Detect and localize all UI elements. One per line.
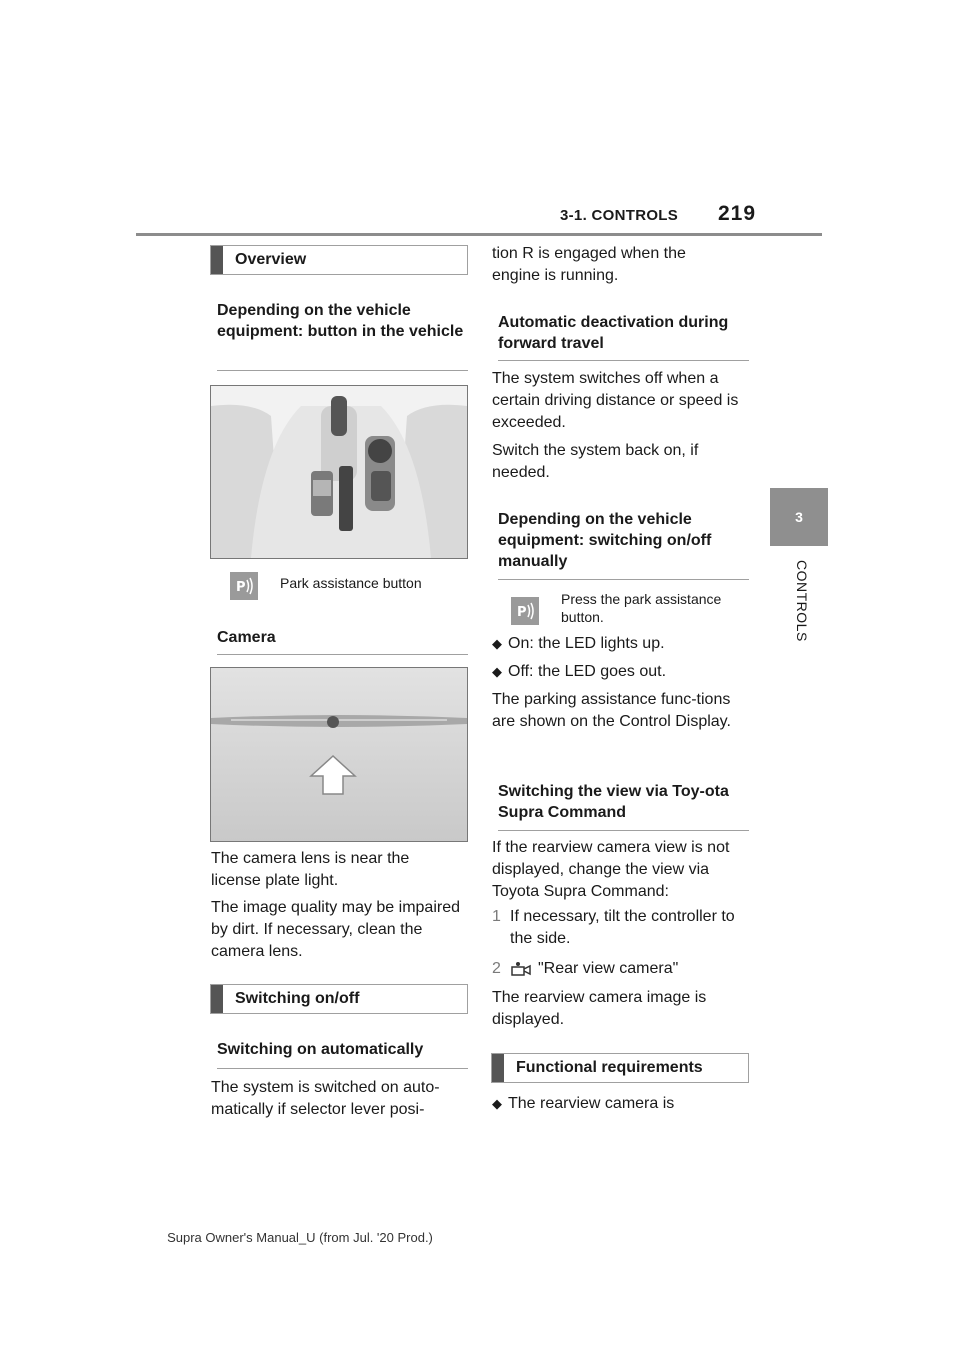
auto-subhead: Switching on automatically — [217, 1039, 468, 1069]
step-1-text: If necessary, tilt the controller to the side. — [510, 908, 735, 947]
chapter-tab — [770, 488, 828, 546]
view-subhead: Switching the view via Toy-ota Supra Command — [498, 781, 749, 831]
image-para: The rearview camera image is displayed. — [492, 989, 707, 1028]
section-title: 3-1. CONTROLS — [560, 207, 679, 224]
chapter-label: CONTROLS — [794, 560, 810, 642]
step-2-number: 2 — [492, 960, 501, 977]
center-console-illustration — [211, 386, 467, 558]
requirements-heading: Functional requirements — [491, 1053, 749, 1083]
camera-para-2: The image quality may be impaired by dirt. If necessary, clean the camera lens. — [211, 899, 461, 960]
press-caption: Press the park assistance button. — [561, 591, 722, 625]
header-rule — [136, 233, 822, 236]
svg-text:P: P — [236, 580, 246, 595]
deactivation-para-1: The system switches off when a certain driving distance or speed is exceeded. — [492, 370, 739, 431]
rear-camera-illustration — [211, 668, 467, 841]
requirements-bullet: ◆ The rearview camera is — [492, 1093, 742, 1115]
camera-para-1: The camera lens is near the license plate light. — [211, 850, 410, 889]
bullet-off: ◆ Off: the LED goes out. — [492, 661, 742, 683]
chapter-number: 3 — [795, 509, 803, 525]
auto-para: The system is switched on auto-matically if selector lever posi- — [211, 1079, 440, 1118]
park-button-caption: Park assistance button — [280, 575, 422, 591]
camera-figure — [210, 667, 468, 842]
step-1-number: 1 — [492, 908, 501, 925]
deactivation-subhead: Automatic deactivation during forward travel — [498, 312, 749, 361]
continued-para: tion R is engaged when the engine is running. — [492, 245, 686, 284]
step-2 — [492, 958, 747, 980]
svg-text:P: P — [517, 605, 527, 620]
camera-menu-icon — [510, 961, 532, 977]
functions-para: The parking assistance func-tions are shown on the Control Display. — [492, 691, 731, 730]
park-assist-icon — [230, 572, 258, 600]
bullet-on: ◆ On: the LED lights up. — [492, 633, 742, 655]
chapter-side-label — [790, 560, 810, 660]
camera-subhead: Camera — [217, 627, 468, 655]
footer-text: Supra Owner's Manual_U (from Jul. '20 Prod.) — [167, 1230, 433, 1245]
step-2-text: "Rear view camera" — [538, 960, 679, 977]
step-1 — [492, 906, 747, 950]
manual-subhead: Depending on the vehicle equipment: switching on/off manually — [498, 509, 749, 580]
deactivation-para-2: Switch the system back on, if needed. — [492, 442, 699, 481]
console-figure — [210, 385, 468, 559]
page-number: 219 — [718, 202, 757, 225]
park-assist-icon-2 — [511, 597, 539, 625]
view-para: If the rearview camera view is not displayed, change the view via Toyota Supra Command: — [492, 839, 730, 900]
switching-heading: Switching on/off — [210, 984, 468, 1014]
overview-heading: Overview — [210, 245, 468, 275]
button-subhead: Depending on the vehicle equipment: button in the vehicle — [217, 300, 468, 371]
